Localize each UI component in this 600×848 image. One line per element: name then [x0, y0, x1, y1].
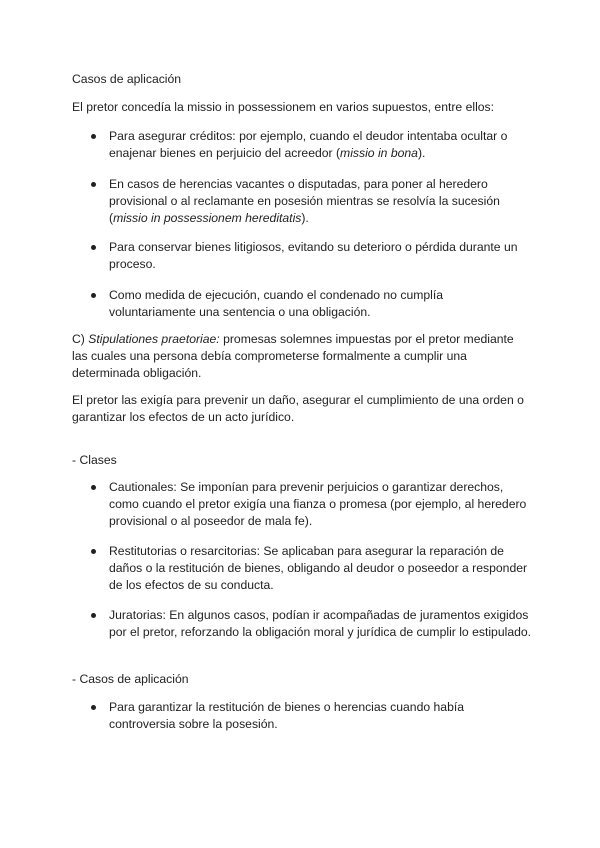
list-item: [72, 239, 532, 273]
list-item: [72, 699, 532, 733]
list-item: [72, 287, 532, 321]
bullet-icon: [91, 134, 96, 139]
bullet-icon: [91, 293, 96, 298]
heading-casos-de-aplicacion: Casos de aplicación: [72, 72, 182, 86]
heading-casos-de-aplicacion-2: - Casos de aplicación: [72, 672, 189, 686]
list-item: [72, 479, 532, 530]
list-item-text: Como medida de ejecución, cuando el condenado no cumplía voluntariamente una sentencia o una obligación.: [109, 288, 444, 319]
list-item: [72, 543, 532, 594]
section-c-paragraph: C) Stipulationes praetoriae: promesas solemnes impuestas por el pretor mediante las cuales una persona debía comprometerse formalmente a cumplir una determinada obligación.: [72, 332, 514, 380]
heading-clases: - Clases: [72, 453, 117, 467]
list-item-text: Juratorias: En algunos casos, podían ir acompañadas de juramentos exigidos por el pretor, reforzando la obligación moral y jurídica de cumplir lo estipulado.: [109, 608, 532, 639]
bullet-icon: [91, 182, 96, 187]
list-item-text: Restitutorias o resarcitorias: Se aplicaban para asegurar la reparación de daños o la restitución de bienes, obligando al deudor o poseedor a responder de los efectos de su conducta.: [109, 544, 528, 592]
list-item-text: Para conservar bienes litigiosos, evitando su deterioro o pérdida durante un proceso.: [109, 240, 518, 271]
list-item: [72, 176, 532, 227]
list-item: [72, 607, 532, 641]
list-item-text: Cautionales: Se imponían para prevenir perjuicios o garantizar derechos, como cuando el pretor exigía una fianza o promesa (por ejemplo, al heredero provisional o al poseedor de mala fe).: [109, 480, 527, 528]
intro-paragraph: El pretor concedía la missio in possessionem en varios supuestos, entre ellos:: [72, 100, 495, 114]
bullet-icon: [91, 485, 96, 490]
list-item-text: Para asegurar créditos: por ejemplo, cuando el deudor intentaba ocultar o enajenar bienes en perjuicio del acreedor (missio in bona).: [109, 129, 508, 160]
bullet-icon: [91, 613, 96, 618]
second-paragraph: El pretor las exigía para prevenir un daño, asegurar el cumplimiento de una orden o garantizar los efectos de un acto jurídico.: [72, 393, 524, 424]
bullet-icon: [91, 245, 96, 250]
list-item-text: En casos de herencias vacantes o disputadas, para poner al heredero provisional o al reclamante en posesión mientras se resolvía la sucesión (missio in possessionem hereditatis).: [109, 177, 500, 225]
bullet-icon: [91, 549, 96, 554]
list-item-text: Para garantizar la restitución de bienes o herencias cuando había controversia sobre la posesión.: [109, 700, 465, 731]
bullet-icon: [91, 705, 96, 710]
list-item: [72, 128, 532, 162]
